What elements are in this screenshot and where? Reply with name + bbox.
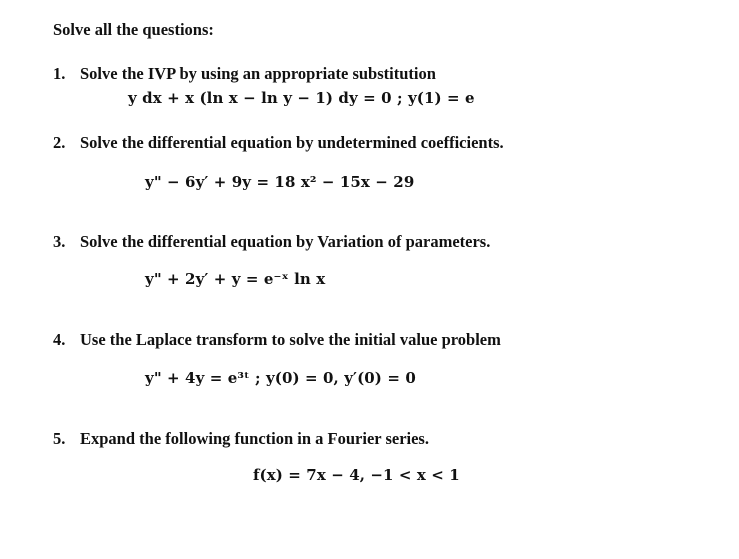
question-5 bbox=[53, 429, 429, 449]
question-1-text: Solve the IVP by using an appropriate substitution bbox=[80, 64, 436, 83]
question-4-text: Use the Laplace transform to solve the initial value problem bbox=[80, 330, 501, 349]
question-5-equation: f(x) = 7x − 4, −1 < x < 1 bbox=[253, 466, 460, 484]
question-2-text: Solve the differential equation by undetermined coefficients. bbox=[80, 133, 504, 152]
question-4 bbox=[53, 330, 501, 350]
question-3-text: Solve the differential equation by Variation of parameters. bbox=[80, 232, 491, 251]
question-2 bbox=[53, 133, 504, 153]
question-1-number: 1. bbox=[53, 64, 66, 83]
question-1-equation: y dx + x (ln x − ln y − 1) dy = 0 ; y(1) = e bbox=[128, 89, 475, 107]
question-3 bbox=[53, 232, 490, 252]
question-4-equation: y" + 4y = e³ᵗ ; y(0) = 0, y′(0) = 0 bbox=[145, 369, 416, 387]
question-3-equation: y" + 2y′ + y = e⁻ˣ ln x bbox=[145, 270, 326, 288]
question-3-number: 3. bbox=[53, 232, 66, 251]
question-1 bbox=[53, 64, 436, 84]
question-5-text: Expand the following function in a Fourier series. bbox=[80, 429, 429, 448]
question-5-number: 5. bbox=[53, 429, 66, 448]
question-2-equation: y" − 6y′ + 9y = 18 x² − 15x − 29 bbox=[145, 173, 415, 191]
page-heading: Solve all the questions: bbox=[53, 20, 214, 39]
question-2-number: 2. bbox=[53, 133, 66, 152]
question-4-number: 4. bbox=[53, 330, 66, 349]
